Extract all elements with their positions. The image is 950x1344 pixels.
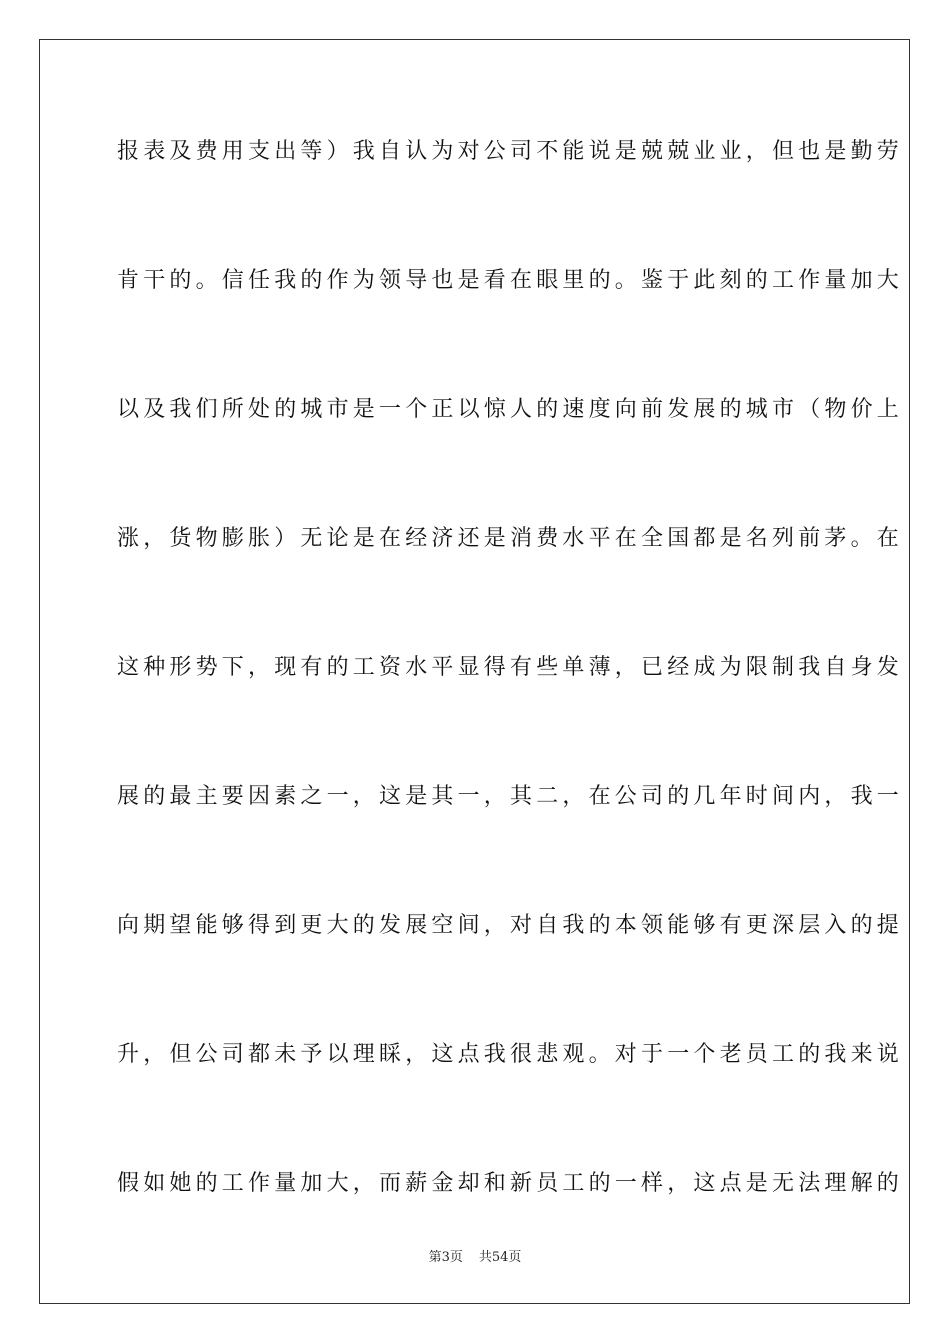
text-line: 向期望能够得到更大的发展空间，对自我的本领能够有更深层入的提 (117, 913, 904, 938)
page-number: 第3页 (428, 1250, 463, 1265)
document-body (117, 130, 904, 1291)
text-line: 报表及费用支出等）我自认为对公司不能说是兢兢业业，但也是勤劳 (117, 139, 904, 164)
text-line: 假如她的工作量加大，而薪金却和新员工的一样，这点是无法理解的 (117, 1171, 904, 1196)
text-line: 升，但公司都未予以理睬，这点我很悲观。对于一个老员工的我来说 (117, 1042, 904, 1067)
total-pages: 共54页 (478, 1250, 522, 1265)
text-line: 以及我们所处的城市是一个正以惊人的速度向前发展的城市（物价上 (117, 397, 904, 422)
text-line: 这种形势下，现有的工资水平显得有些单薄，已经成为限制我自身发 (117, 655, 904, 680)
text-line: 展的最主要因素之一，这是其一，其二，在公司的几年时间内，我一 (117, 784, 904, 809)
text-line: 涨，货物膨胀）无论是在经济还是消费水平在全国都是名列前茅。在 (117, 526, 904, 551)
page-footer (0, 1246, 950, 1265)
text-line: 肯干的。信任我的作为领导也是看在眼里的。鉴于此刻的工作量加大 (117, 268, 904, 293)
